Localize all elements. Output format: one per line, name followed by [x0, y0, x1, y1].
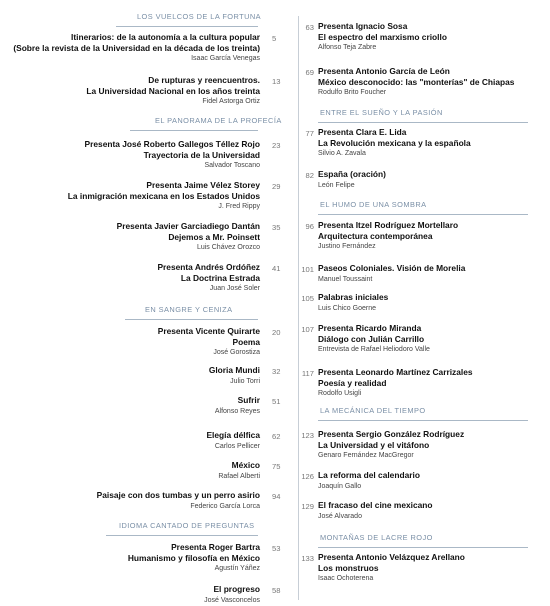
entry-title-line: La inmigración mexicana en los Estados Unidos: [67, 190, 260, 201]
entry-author: José Alvarado: [318, 512, 362, 520]
entry-author: J. Fred Rippy: [218, 203, 260, 210]
entry-text: [0, 221, 260, 253]
entry-title-line: Presenta Itzel Rodríguez Mortellaro: [318, 220, 459, 230]
entry-title-line: Diálogo con Julián Carrillo: [318, 333, 425, 344]
entry-title-line: El fracaso del cine mexicano: [318, 500, 433, 510]
entry-page-number: 20: [272, 328, 281, 337]
entry-title-line: Gloria Mundi: [208, 365, 260, 375]
entry-title-line: La Universidad y el vitáfono: [318, 439, 430, 450]
section-header-rule: [318, 420, 528, 421]
entry-text: [318, 21, 548, 53]
entry-title-line: Presenta José Roberto Gallegos Téllez Rojo: [84, 139, 260, 149]
entry-title-line: Presenta Clara E. Lida: [318, 127, 407, 137]
entry-author: Silvio A. Zavala: [318, 150, 366, 157]
entry-title-line: Sufrir: [237, 395, 260, 405]
entry-page-number: 105: [301, 294, 314, 303]
section-header-rule: [130, 130, 258, 131]
entry-title-line: Presenta Jaime Vélez Storey: [146, 180, 260, 190]
entry-text: [0, 326, 260, 358]
entry-page-number: 69: [305, 68, 314, 77]
entry-title-line: Presenta Ignacio Sosa: [318, 21, 408, 31]
entry-author: Isaac Ochoterena: [318, 575, 374, 582]
entry-title-line: Presenta Andrés Ordóñez: [157, 262, 260, 272]
entry-author: Federico García Lorca: [190, 502, 260, 510]
entry-page-number: 129: [301, 502, 314, 511]
entry-title-line: Presenta Vicente Quirarte: [157, 326, 260, 336]
entry-author: Agustín Yáñez: [214, 565, 260, 572]
column-divider: [298, 16, 299, 600]
entry-title-line: España (oración): [318, 169, 386, 179]
entry-title-line: Humanismo y filosofía en México: [127, 552, 260, 563]
entry-text: [0, 542, 260, 574]
entry-title-line: La reforma del calendario: [318, 470, 420, 480]
entry-author: Luis Chávez Orozco: [196, 244, 260, 251]
entry-page-number: 32: [272, 367, 281, 376]
entry-author: José Gorostiza: [213, 349, 260, 356]
entry-title-line: La Revolución mexicana y la española: [318, 137, 471, 148]
entry-text: [318, 66, 548, 98]
entry-title-line: Presenta Sergio González Rodríguez: [318, 429, 465, 439]
section-header-rule: [116, 26, 258, 27]
entry-page-number: 13: [272, 77, 281, 86]
section-header-rule: [318, 547, 528, 548]
entry-title-line: El progreso: [213, 584, 260, 594]
entry-text: [318, 323, 548, 355]
entry-page-number: 29: [272, 182, 281, 191]
entry-author: Rafael Alberti: [218, 472, 260, 480]
section-header-rule: [318, 214, 528, 215]
entry-title-line: Elegía délfica: [206, 430, 260, 440]
entry-text: [0, 460, 260, 482]
entry-title-line: Presenta Ricardo Miranda: [318, 323, 422, 333]
entry-author: Julio Torri: [230, 377, 260, 385]
section-header-rule: [106, 535, 258, 536]
entry-author: José Vasconcelos: [204, 596, 260, 604]
entry-title-line: Arquitectura contemporánea: [318, 230, 433, 241]
entry-page-number: 75: [272, 462, 281, 471]
section-header: MONTAÑAS DE LACRE ROJO: [320, 533, 433, 542]
entry-page-number: 53: [272, 544, 281, 553]
entry-text: [318, 263, 548, 285]
entry-title-line: Dejemos a Mr. Poinsett: [168, 231, 260, 242]
entry-text: [0, 490, 260, 512]
entry-title-line: Poesía y realidad: [318, 377, 387, 388]
entry-text: [0, 365, 260, 387]
entry-title-line: Paseos Coloniales. Visión de Morelia: [318, 263, 466, 273]
entry-author: León Felipe: [318, 181, 355, 189]
entry-text: [0, 430, 260, 452]
entry-title-line: Presenta Javier Garciadiego Dantán: [116, 221, 260, 231]
entry-page-number: 51: [272, 397, 281, 406]
entry-page-number: 58: [272, 586, 281, 595]
entry-title-line: Trayectoria de la Universidad: [143, 149, 260, 160]
entry-author: Carlos Pellicer: [214, 442, 260, 450]
entry-page-number: 23: [272, 141, 281, 150]
entry-title-line: Los monstruos: [318, 562, 379, 573]
entry-page-number: 62: [272, 432, 281, 441]
section-header-rule: [318, 122, 528, 123]
entry-title-line: Poema: [232, 336, 260, 347]
entry-text: [0, 139, 260, 171]
section-header: EN SANGRE Y CENIZA: [145, 305, 233, 314]
entry-author: Rodolfo Usigli: [318, 390, 362, 397]
entry-text: [0, 584, 260, 606]
entry-text: [0, 262, 260, 294]
entry-page-number: 126: [301, 472, 314, 481]
entry-text: [318, 169, 548, 191]
entry-author: Joaquín Gallo: [318, 482, 362, 490]
entry-title-line: De rupturas y reencuentros.: [148, 75, 260, 85]
entry-title-line: Palabras iniciales: [318, 292, 389, 302]
entry-page-number: 82: [305, 171, 314, 180]
entry-title-line: (Sobre la revista de la Universidad en la década de los treinta): [13, 42, 260, 53]
entry-author: Entrevista de Rafael Heliodoro Valle: [318, 346, 430, 353]
entry-author: Isaac García Venegas: [191, 55, 260, 62]
entry-author: Rodulfo Brito Foucher: [318, 89, 387, 96]
entry-title-line: El espectro del marxismo criollo: [318, 31, 447, 42]
entry-title-line: México desconocido: las "monterías" de Chiapas: [318, 76, 515, 87]
entry-title-line: Presenta Antonio Velázquez Arellano: [318, 552, 465, 562]
section-header: EL PANORAMA DE LA PROFECÍA: [155, 116, 282, 125]
entry-text: [318, 220, 548, 252]
section-header: LOS VUELCOS DE LA FORTUNA: [137, 12, 262, 21]
entry-text: [0, 395, 260, 417]
entry-title-line: Presenta Antonio García de León: [318, 66, 450, 76]
entry-text: [318, 552, 548, 584]
section-header: EL HUMO DE UNA SOMBRA: [320, 200, 427, 209]
entry-page-number: 117: [301, 369, 314, 378]
entry-page-number: 96: [305, 222, 314, 231]
entry-text: [318, 292, 548, 314]
entry-page-number: 41: [272, 264, 281, 273]
entry-title-line: Presenta Roger Bartra: [171, 542, 260, 552]
section-header: LA MECÁNICA DEL TIEMPO: [320, 406, 426, 415]
entry-title-line: México: [231, 460, 260, 470]
entry-author: Genaro Fernández MacGregor: [318, 452, 414, 459]
entry-author: Alfonso Reyes: [214, 407, 260, 415]
entry-text: [0, 32, 260, 64]
section-header: IDIOMA CANTADO DE PREGUNTAS: [119, 521, 255, 530]
entry-text: [318, 367, 548, 399]
entry-text: [318, 127, 548, 159]
entry-title-line: La Universidad Nacional en los años treinta: [86, 85, 260, 96]
entry-page-number: 123: [301, 431, 314, 440]
entry-title-line: La Doctrina Estrada: [180, 272, 260, 283]
entry-author: Luis Chico Goerne: [318, 304, 376, 312]
entry-author: Salvador Toscano: [204, 162, 260, 169]
entry-page-number: 63: [305, 23, 314, 32]
entry-author: Alfonso Teja Zabre: [318, 44, 377, 51]
entry-page-number: 101: [301, 265, 314, 274]
entry-text: [0, 75, 260, 107]
entry-text: [0, 180, 260, 212]
entry-text: [318, 470, 548, 492]
entry-page-number: 107: [301, 325, 314, 334]
section-header: ENTRE EL SUEÑO Y LA PASIÓN: [320, 108, 443, 117]
entry-page-number: 77: [305, 129, 314, 138]
entry-page-number: 94: [272, 492, 281, 501]
section-header-rule: [125, 319, 258, 320]
entry-author: Justino Fernández: [318, 243, 376, 250]
entry-text: [318, 429, 548, 461]
entry-title-line: Paisaje con dos tumbas y un perro asirio: [96, 490, 260, 500]
entry-page-number: 133: [301, 554, 314, 563]
entry-title-line: Presenta Leonardo Martínez Carrizales: [318, 367, 473, 377]
entry-page-number: 35: [272, 223, 281, 232]
entry-author: Juan José Soler: [209, 285, 260, 292]
entry-page-number: 5: [272, 34, 277, 43]
entry-author: Fidel Astorga Ortiz: [202, 98, 260, 105]
entry-title-line: Itinerarios: de la autonomía a la cultura popular: [71, 32, 260, 42]
entry-text: [318, 500, 548, 522]
entry-author: Manuel Toussaint: [318, 275, 373, 283]
